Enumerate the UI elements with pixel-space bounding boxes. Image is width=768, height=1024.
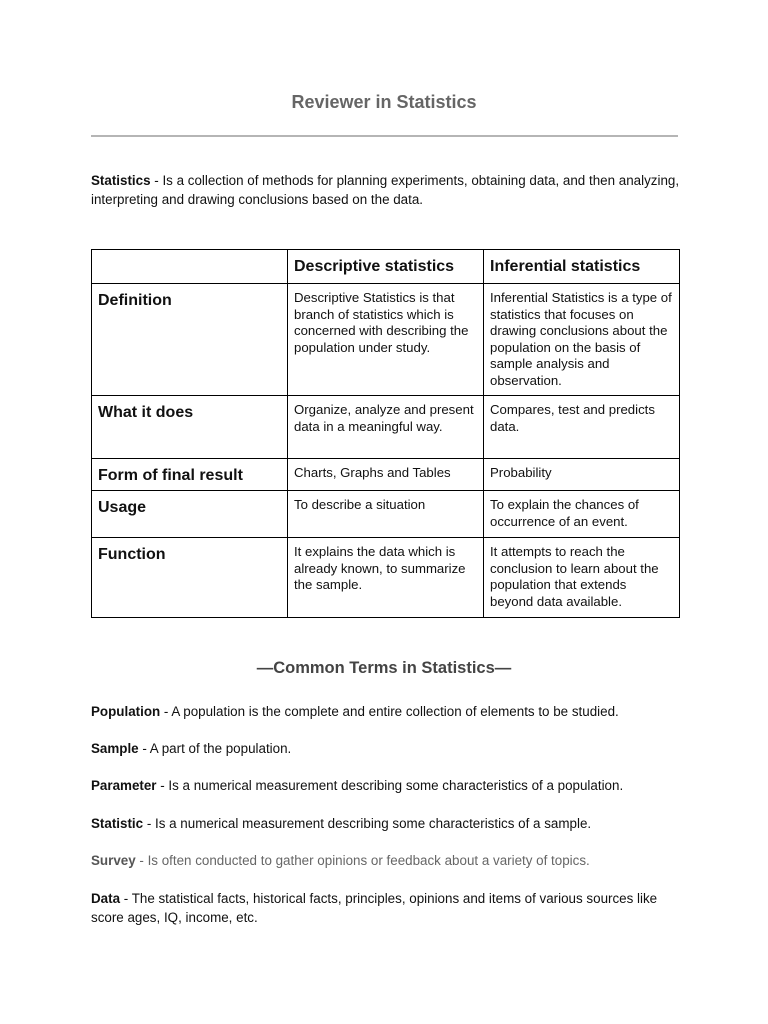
row-label: Usage <box>92 491 288 538</box>
term-population <box>91 703 681 722</box>
descriptive-cell: It explains the data which is already known, to summarize the sample. <box>288 538 484 618</box>
row-label: Definition <box>92 284 288 396</box>
inferential-cell: Inferential Statistics is a type of statistics that focuses on drawing conclusions about the population on the basis of sample analysis and observation. <box>484 284 680 396</box>
table-row <box>92 284 680 396</box>
row-label: Function <box>92 538 288 618</box>
term-definition: - A part of the population. <box>138 741 292 756</box>
inferential-cell: Compares, test and predicts data. <box>484 396 680 459</box>
header-descriptive: Descriptive statistics <box>288 250 484 284</box>
table-row <box>92 538 680 618</box>
term-label: Statistic <box>91 816 144 831</box>
term-definition: - Is a numerical measurement describing some characteristics of a sample. <box>143 816 592 831</box>
title-divider <box>91 135 678 137</box>
table-header-row <box>92 250 680 284</box>
term-label: Population <box>91 704 161 719</box>
term-label: Sample <box>91 741 139 756</box>
table-row <box>92 396 680 459</box>
term-label: Survey <box>91 853 136 868</box>
row-label: Form of final result <box>92 459 288 491</box>
term-definition: - The statistical facts, historical facts, principles, opinions and items of various sources like score ages, IQ, income, etc. <box>91 891 658 925</box>
term-parameter <box>91 777 681 796</box>
term-definition: - Is often conducted to gather opinions or feedback about a variety of topics. <box>135 853 590 868</box>
descriptive-cell: Descriptive Statistics is that branch of statistics which is concerned with describing the population under study. <box>288 284 484 396</box>
term-survey <box>91 852 681 871</box>
document-title: Reviewer in Statistics <box>291 92 477 112</box>
term-statistic <box>91 815 681 834</box>
inferential-cell: It attempts to reach the conclusion to learn about the population that extends beyond data available. <box>484 538 680 618</box>
intro-term: Statistics <box>91 173 151 188</box>
inferential-cell: To explain the chances of occurrence of an event. <box>484 491 680 538</box>
term-label: Parameter <box>91 778 157 793</box>
table-row <box>92 459 680 491</box>
term-sample <box>91 740 681 759</box>
term-label: Data <box>91 891 121 906</box>
comparison-table <box>91 249 680 618</box>
descriptive-cell: To describe a situation <box>288 491 484 538</box>
table-row <box>92 491 680 538</box>
term-definition: - A population is the complete and entire collection of elements to be studied. <box>160 704 619 719</box>
descriptive-cell: Charts, Graphs and Tables <box>288 459 484 491</box>
row-label: What it does <box>92 396 288 459</box>
inferential-cell: Probability <box>484 459 680 491</box>
intro-definition: - Is a collection of methods for planning experiments, obtaining data, and then analyzing, interpreting and drawing conclusions based on the data. <box>91 173 680 207</box>
term-definition: - Is a numerical measurement describing some characteristics of a population. <box>156 778 624 793</box>
descriptive-cell: Organize, analyze and present data in a meaningful way. <box>288 396 484 459</box>
header-inferential: Inferential statistics <box>484 250 680 284</box>
section-title: —Common Terms in Statistics— <box>256 659 512 677</box>
header-empty-cell <box>92 250 288 284</box>
term-data <box>91 890 681 927</box>
intro-paragraph <box>91 172 681 209</box>
